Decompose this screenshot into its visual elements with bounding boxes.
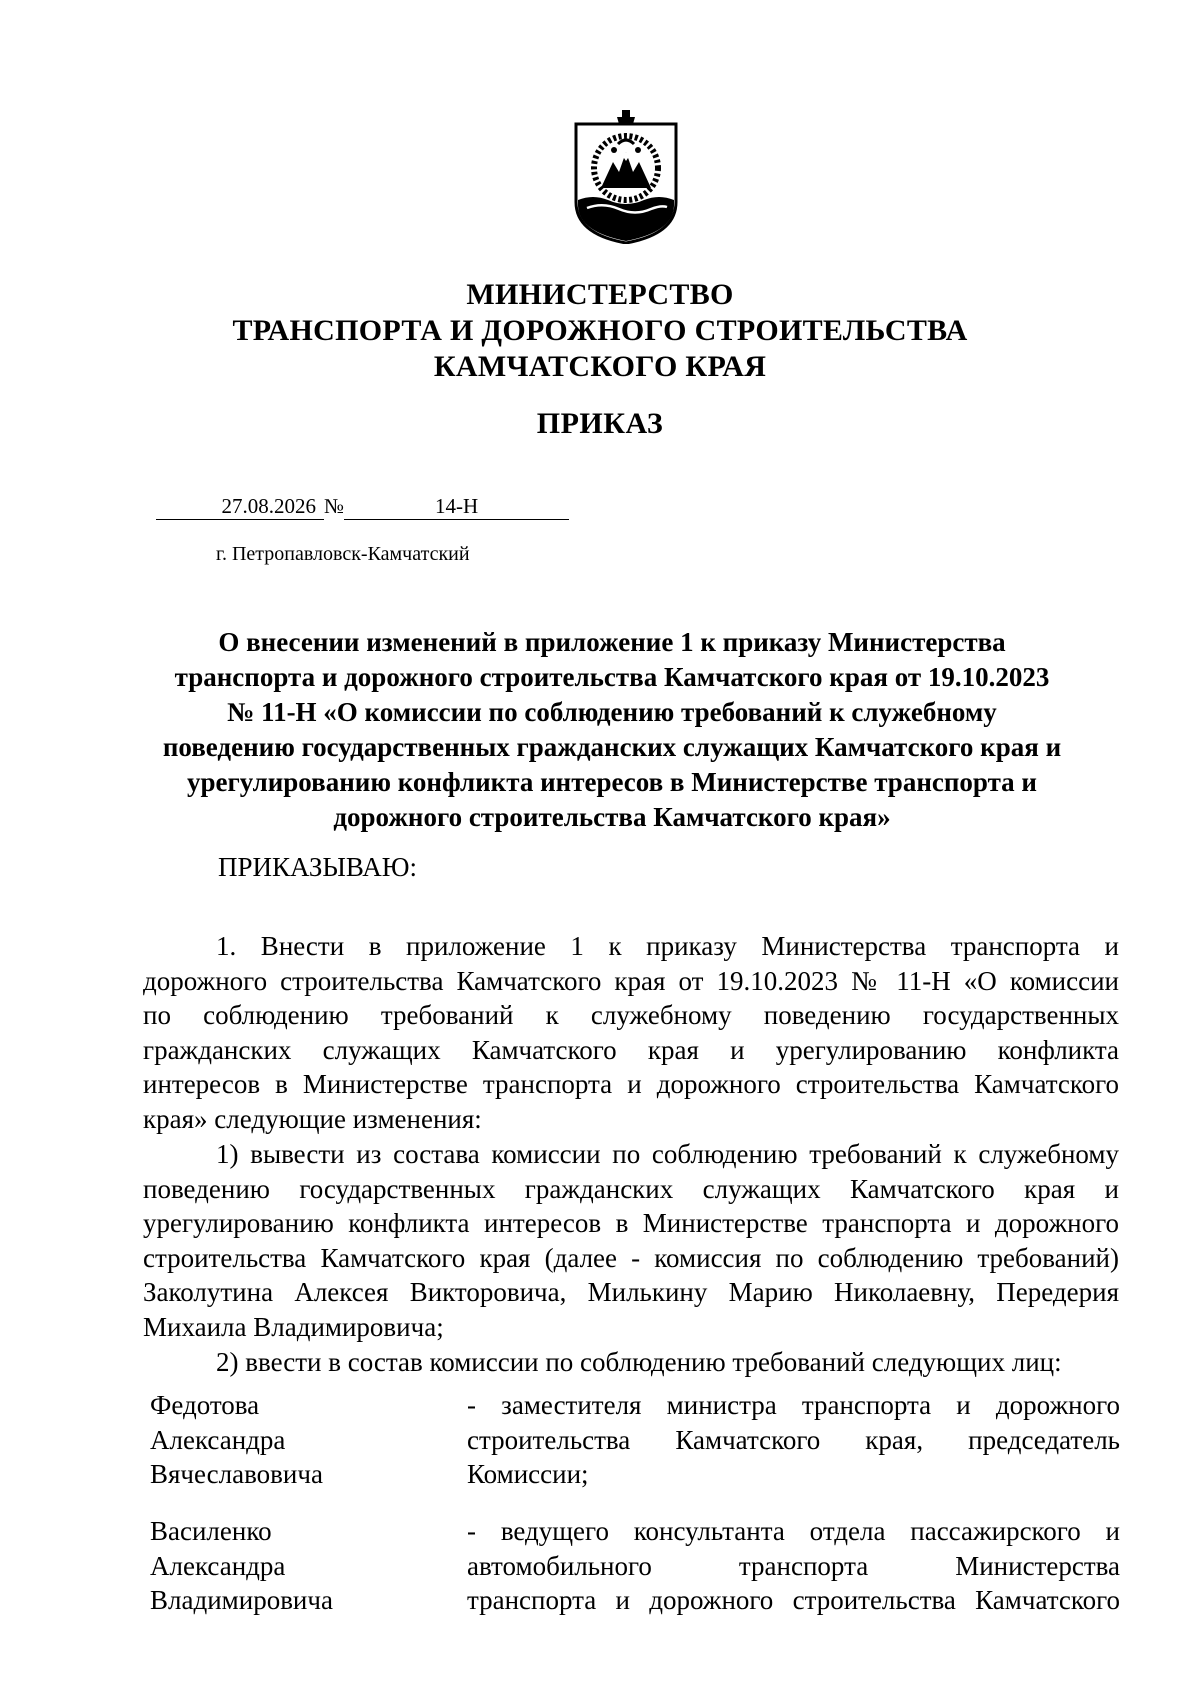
member-name-line: Александра xyxy=(150,1424,286,1455)
ministry-title-line-2: ТРАНСПОРТА И ДОРОЖНОГО СТРОИТЕЛЬСТВА xyxy=(232,314,968,347)
ministry-title xyxy=(0,277,1200,385)
member-role-line: - заместителя министра транспорта и дорожного xyxy=(467,1390,1120,1420)
paragraph-line: строительства Камчатского края (далее - комиссия по соблюдению требований) xyxy=(143,1242,1119,1273)
paragraph-line: 1) вывести из состава комиссии по соблюдению требований к служебному xyxy=(216,1139,1119,1169)
ministry-title-line-1: МИНИСТЕРСТВО xyxy=(466,278,734,311)
paragraph-line: Заколутина Алексея Викторовича, Милькину Марию Николаевну, Передерия xyxy=(143,1277,1119,1308)
subject-line: дорожного строительства Камчатского края» xyxy=(333,802,891,832)
ministry-title-line-3: КАМЧАТСКОГО КРАЯ xyxy=(433,350,767,383)
subject-line: транспорта и дорожного строительства Камчатского края от 19.10.2023 xyxy=(174,662,1050,692)
member-name-line: Владимировича xyxy=(150,1585,333,1616)
document-type: ПРИКАЗ xyxy=(536,407,664,440)
paragraph-line: дорожного строительства Камчатского края от 19.10.2023 № 11-Н «О комиссии xyxy=(143,965,1119,996)
member-role xyxy=(467,1388,1120,1492)
paragraph-line: урегулированию конфликта интересов в Министерстве транспорта и дорожного xyxy=(143,1208,1119,1239)
subject-line: О внесении изменений в приложение 1 к приказу Министерства xyxy=(218,627,1006,657)
paragraph-line: Михаила Владимировича; xyxy=(143,1311,444,1342)
member-name-line: Василенко xyxy=(150,1516,272,1546)
member-role xyxy=(467,1514,1120,1618)
number-sign: № xyxy=(324,494,345,518)
city: г. Петропавловск-Камчатский xyxy=(216,543,470,565)
decree-word: ПРИКАЗЫВАЮ: xyxy=(218,852,417,882)
document-date: 27.08.2026 xyxy=(156,493,324,520)
paragraph-line: гражданских служащих Камчатского края и урегулированию конфликта xyxy=(143,1034,1119,1065)
member-role-line: строительства Камчатского края, председатель xyxy=(467,1424,1120,1455)
paragraph-line: интересов в Министерстве транспорта и дорожного строительства Камчатского xyxy=(143,1069,1119,1100)
subject-line: поведению государственных гражданских служащих Камчатского края и xyxy=(162,732,1062,762)
paragraph-line: поведению государственных гражданских служащих Камчатского края и xyxy=(143,1173,1119,1204)
sub-item-1-paragraph xyxy=(143,1137,1119,1345)
subject-line: урегулированию конфликта интересов в Министерстве транспорта и xyxy=(187,767,1037,797)
paragraph-line: 2) ввести в состав комиссии по соблюдению требований следующих лиц: xyxy=(216,1347,1062,1377)
document-subject xyxy=(140,625,1084,835)
paragraph-line: по соблюдению требований к служебному поведению государственных xyxy=(143,1000,1119,1031)
member-name-line: Федотова xyxy=(150,1390,260,1420)
member-name-line: Вячеславовича xyxy=(150,1459,323,1490)
subject-line: № 11-Н «О комиссии по соблюдению требований к служебному xyxy=(227,697,997,727)
member-name-line: Александра xyxy=(150,1550,286,1581)
member-role-line: автомобильного транспорта Министерства xyxy=(467,1550,1120,1581)
member-name xyxy=(150,1514,450,1618)
paragraph-line: 1. Внести в приложение 1 к приказу Министерства транспорта и xyxy=(216,931,1119,961)
document-number: 14-Н xyxy=(344,493,569,520)
sub-item-2-paragraph xyxy=(143,1345,1119,1380)
member-name xyxy=(150,1388,450,1492)
item-1-paragraph xyxy=(143,929,1119,1137)
member-role-line: - ведущего консультанта отдела пассажирского и xyxy=(467,1516,1120,1546)
member-role-line: транспорта и дорожного строительства Камчатского xyxy=(467,1585,1120,1616)
coat-of-arms-emblem xyxy=(573,110,679,244)
date-number-row xyxy=(156,493,569,520)
paragraph-line: края» следующие изменения: xyxy=(143,1103,482,1134)
member-role-line: Комиссии; xyxy=(467,1459,589,1490)
